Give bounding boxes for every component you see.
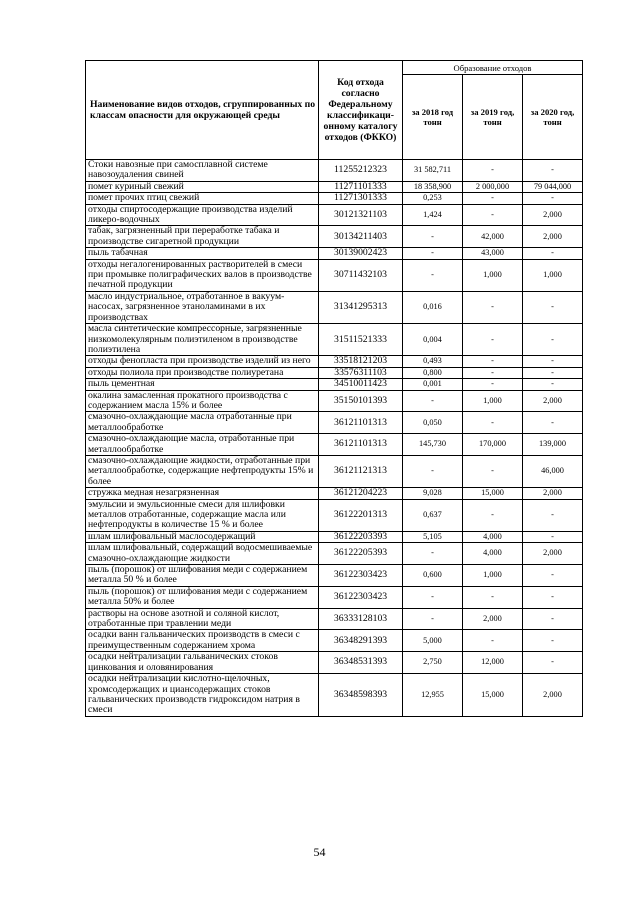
waste-name-cell: пыль табачная (86, 248, 319, 259)
amount-2020-cell: - (523, 499, 583, 531)
amount-2019-cell: - (463, 291, 523, 323)
amount-2019-cell: - (463, 630, 523, 652)
amount-2019-cell: 4,000 (463, 543, 523, 565)
table-row (86, 412, 583, 434)
header-year-2019: за 2019 год, тонн (463, 75, 523, 160)
waste-name-cell: масла синтетические компрессорные, загрязненные низкомолекулярным полиэтиленом в производстве полиэтилена (86, 324, 319, 356)
header-formation: Образование отходов (403, 61, 583, 75)
waste-name-cell: осадки нейтрализации гальванических стоков цинкования и оловянирования (86, 652, 319, 674)
table-row (86, 193, 583, 204)
amount-2019-cell: - (463, 412, 523, 434)
waste-name-cell: Стоки навозные при самосплавной системе навозоудаления свиней (86, 160, 319, 182)
header-name-column: Наименование видов отходов, сгруппированных по классам опасности для окружающей среды (86, 61, 319, 160)
amount-2018-cell: 12,955 (403, 674, 463, 717)
amount-2018-cell: 9,028 (403, 488, 463, 499)
amount-2018-cell: 0,637 (403, 499, 463, 531)
fkko-code-cell: 31511521333 (319, 324, 403, 356)
fkko-code-cell: 36121204223 (319, 488, 403, 499)
fkko-code-cell: 36121121313 (319, 455, 403, 487)
waste-name-cell: осадки нейтрализации кислотно-щелочных, хромсодержащих и циансодержащих стоков гальванических производств гидроксидом натрия в смеси (86, 674, 319, 717)
table-row (86, 499, 583, 531)
table-row (86, 652, 583, 674)
table-row (86, 674, 583, 717)
amount-2018-cell: - (403, 455, 463, 487)
amount-2020-cell: - (523, 630, 583, 652)
amount-2020-cell: 2,000 (523, 488, 583, 499)
table-row (86, 160, 583, 182)
fkko-code-cell: 34510011423 (319, 379, 403, 390)
table-row (86, 630, 583, 652)
amount-2020-cell: - (523, 652, 583, 674)
amount-2020-cell: - (523, 379, 583, 390)
fkko-code-cell: 30711432103 (319, 259, 403, 291)
amount-2020-cell: - (523, 412, 583, 434)
table-row (86, 531, 583, 542)
amount-2018-cell: 2,750 (403, 652, 463, 674)
fkko-code-cell: 33518121203 (319, 356, 403, 367)
amount-2018-cell: 31 582,711 (403, 160, 463, 182)
amount-2019-cell: 12,000 (463, 652, 523, 674)
fkko-code-cell: 36122303423 (319, 586, 403, 608)
waste-name-cell: отходы фенопласта при производстве изделий из него (86, 356, 319, 367)
amount-2019-cell: - (463, 586, 523, 608)
amount-2018-cell: 0,050 (403, 412, 463, 434)
amount-2019-cell: 4,000 (463, 531, 523, 542)
amount-2019-cell: - (463, 367, 523, 378)
fkko-code-cell: 30121321103 (319, 204, 403, 226)
amount-2020-cell: 46,000 (523, 455, 583, 487)
amount-2020-cell: 79 044,000 (523, 181, 583, 192)
fkko-code-cell: 36122303423 (319, 565, 403, 587)
amount-2019-cell: - (463, 204, 523, 226)
waste-name-cell: растворы на основе азотной и соляной кислот, отработанные при травлении меди (86, 608, 319, 630)
waste-name-cell: пыль цементная (86, 379, 319, 390)
waste-name-cell: смазочно-охлаждающие жидкости, отработанные при металлообработке, содержащие нефтепродукты 15% и более (86, 455, 319, 487)
waste-name-cell: стружка медная незагрязненная (86, 488, 319, 499)
amount-2019-cell: - (463, 455, 523, 487)
header-year-2018: за 2018 год тонн (403, 75, 463, 160)
amount-2020-cell: 2,000 (523, 226, 583, 248)
waste-name-cell: отходы негалогенированных растворителей в смеси при промывке полиграфических валов в производстве печатной продукции (86, 259, 319, 291)
amount-2019-cell: 42,000 (463, 226, 523, 248)
amount-2019-cell: 1,000 (463, 259, 523, 291)
amount-2019-cell: 2,000 (463, 608, 523, 630)
waste-name-cell: отходы полиола при производстве полиуретана (86, 367, 319, 378)
amount-2020-cell: - (523, 248, 583, 259)
table-row (86, 259, 583, 291)
fkko-code-cell: 36121101313 (319, 412, 403, 434)
amount-2018-cell: 0,004 (403, 324, 463, 356)
amount-2019-cell: 170,000 (463, 434, 523, 456)
waste-table-header (86, 61, 583, 160)
fkko-code-cell: 31341295313 (319, 291, 403, 323)
amount-2019-cell: - (463, 379, 523, 390)
waste-name-cell: смазочно-охлаждающие масла, отработанные при металлообработке (86, 434, 319, 456)
waste-name-cell: пыль (порошок) от шлифования меди с содержанием металла 50% и более (86, 586, 319, 608)
amount-2018-cell: - (403, 248, 463, 259)
fkko-code-cell: 36122201313 (319, 499, 403, 531)
amount-2020-cell: 2,000 (523, 204, 583, 226)
amount-2019-cell: 2 000,000 (463, 181, 523, 192)
amount-2018-cell: - (403, 226, 463, 248)
waste-name-cell: помет прочих птиц свежий (86, 193, 319, 204)
amount-2018-cell: 0,016 (403, 291, 463, 323)
fkko-code-cell: 35150101393 (319, 390, 403, 412)
table-row (86, 248, 583, 259)
fkko-code-cell: 36348291393 (319, 630, 403, 652)
waste-name-cell: осадки ванн гальванических производств в смеси с преимущественным содержанием хрома (86, 630, 319, 652)
amount-2019-cell: 1,000 (463, 390, 523, 412)
amount-2018-cell: 5,105 (403, 531, 463, 542)
table-row (86, 608, 583, 630)
table-row (86, 204, 583, 226)
fkko-code-cell: 36348598393 (319, 674, 403, 717)
amount-2020-cell: 2,000 (523, 390, 583, 412)
table-row (86, 434, 583, 456)
amount-2018-cell: - (403, 608, 463, 630)
amount-2019-cell: - (463, 356, 523, 367)
fkko-code-cell: 30134211403 (319, 226, 403, 248)
page-number: 54 (313, 845, 326, 859)
waste-name-cell: окалина замасленная прокатного производства с содержанием масла 15% и более (86, 390, 319, 412)
amount-2020-cell: - (523, 291, 583, 323)
amount-2019-cell: - (463, 193, 523, 204)
amount-2018-cell: - (403, 586, 463, 608)
waste-name-cell: масло индустриальное, отработанное в вакуум-насосах, загрязненное этаноламинами в их производствах (86, 291, 319, 323)
table-row (86, 565, 583, 587)
amount-2020-cell: - (523, 356, 583, 367)
fkko-code-cell: 33576311103 (319, 367, 403, 378)
amount-2020-cell: 2,000 (523, 543, 583, 565)
amount-2018-cell: 0,600 (403, 565, 463, 587)
amount-2020-cell: - (523, 324, 583, 356)
header-year-2020: за 2020 год, тонн (523, 75, 583, 160)
amount-2018-cell: 18 358,900 (403, 181, 463, 192)
waste-name-cell: шлам шлифовальный, содержащий водосмешиваемые смазочно-охлаждающие жидкости (86, 543, 319, 565)
amount-2020-cell: - (523, 586, 583, 608)
amount-2019-cell: 1,000 (463, 565, 523, 587)
fkko-code-cell: 36122205393 (319, 543, 403, 565)
table-row (86, 356, 583, 367)
waste-name-cell: отходы спиртосодержащие производства изделий ликеро-водочных (86, 204, 319, 226)
amount-2019-cell: - (463, 499, 523, 531)
table-row (86, 543, 583, 565)
fkko-code-cell: 36122203393 (319, 531, 403, 542)
amount-2020-cell: - (523, 367, 583, 378)
fkko-code-cell: 36121101313 (319, 434, 403, 456)
amount-2019-cell: - (463, 160, 523, 182)
amount-2018-cell: 5,000 (403, 630, 463, 652)
fkko-code-cell: 30139002423 (319, 248, 403, 259)
amount-2020-cell: - (523, 160, 583, 182)
amount-2018-cell: - (403, 390, 463, 412)
waste-name-cell: пыль (порошок) от шлифования меди с содержанием металла 50 % и более (86, 565, 319, 587)
amount-2020-cell: - (523, 608, 583, 630)
waste-name-cell: эмульсии и эмульсионные смеси для шлифовки металлов отработанные, содержащие масла или нефтепродукты в количестве 15 % и более (86, 499, 319, 531)
amount-2018-cell: 0,800 (403, 367, 463, 378)
table-row (86, 586, 583, 608)
amount-2020-cell: 1,000 (523, 259, 583, 291)
waste-table-body (86, 160, 583, 717)
amount-2018-cell: 0,001 (403, 379, 463, 390)
amount-2018-cell: 0,253 (403, 193, 463, 204)
amount-2020-cell: 139,000 (523, 434, 583, 456)
amount-2019-cell: - (463, 324, 523, 356)
amount-2020-cell: - (523, 193, 583, 204)
table-row (86, 324, 583, 356)
table-row (86, 455, 583, 487)
amount-2018-cell: 145,730 (403, 434, 463, 456)
fkko-code-cell: 36348531393 (319, 652, 403, 674)
amount-2018-cell: 1,424 (403, 204, 463, 226)
amount-2020-cell: - (523, 531, 583, 542)
amount-2018-cell: - (403, 259, 463, 291)
waste-name-cell: смазочно-охлаждающие масла отработанные при металлообработке (86, 412, 319, 434)
table-row (86, 379, 583, 390)
table-row (86, 367, 583, 378)
fkko-code-cell: 36333128103 (319, 608, 403, 630)
amount-2018-cell: - (403, 543, 463, 565)
header-code-column: Код отхода согласно Федеральному классификаци-онному каталогу отходов (ФККО) (319, 61, 403, 160)
amount-2019-cell: 15,000 (463, 488, 523, 499)
table-row (86, 291, 583, 323)
fkko-code-cell: 11255212323 (319, 160, 403, 182)
table-row (86, 488, 583, 499)
amount-2019-cell: 15,000 (463, 674, 523, 717)
table-row (86, 181, 583, 192)
amount-2020-cell: 2,000 (523, 674, 583, 717)
fkko-code-cell: 11271101333 (319, 181, 403, 192)
waste-name-cell: шлам шлифовальный маслосодержащий (86, 531, 319, 542)
table-row (86, 226, 583, 248)
fkko-code-cell: 11271301333 (319, 193, 403, 204)
waste-name-cell: табак, загрязненный при переработке табака и производстве сигаретной продукции (86, 226, 319, 248)
waste-table (85, 60, 583, 717)
amount-2018-cell: 0,493 (403, 356, 463, 367)
table-row (86, 390, 583, 412)
amount-2020-cell: - (523, 565, 583, 587)
amount-2019-cell: 43,000 (463, 248, 523, 259)
waste-name-cell: помет куриный свежий (86, 181, 319, 192)
